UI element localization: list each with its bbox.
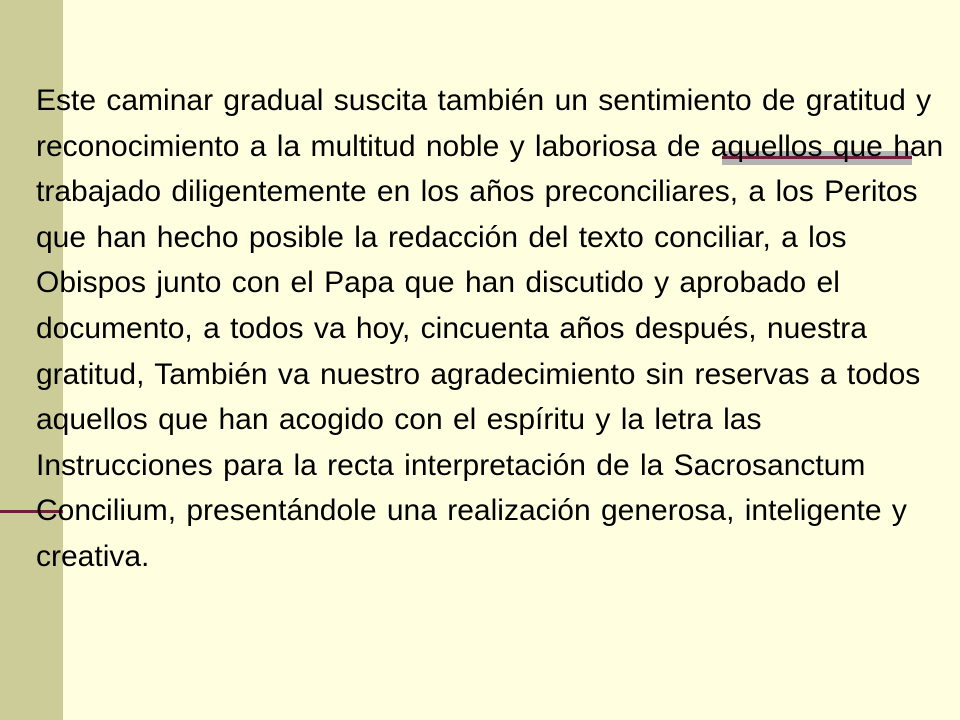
slide-body-text: Este caminar gradual suscita también un sentimiento de gratitud y reconocimiento a la multitud noble y laboriosa de aquellos que han trabajado diligentemente en los años preconciliares, a los Peritos que han hecho posible la redacción del texto conciliar, a los Obispos junto con el Papa que han discutido y aprobado el documento, a todos va hoy, cincuenta años después, nuestra gratitud, También va nuestro agradecimiento sin reservas a todos aquellos que han acogido con el espíritu y la letra las Instrucciones para la recta interpretación de la Sacrosanctum Concilium, presentándole una realización generosa, inteligente y creativa. [36,84,944,573]
